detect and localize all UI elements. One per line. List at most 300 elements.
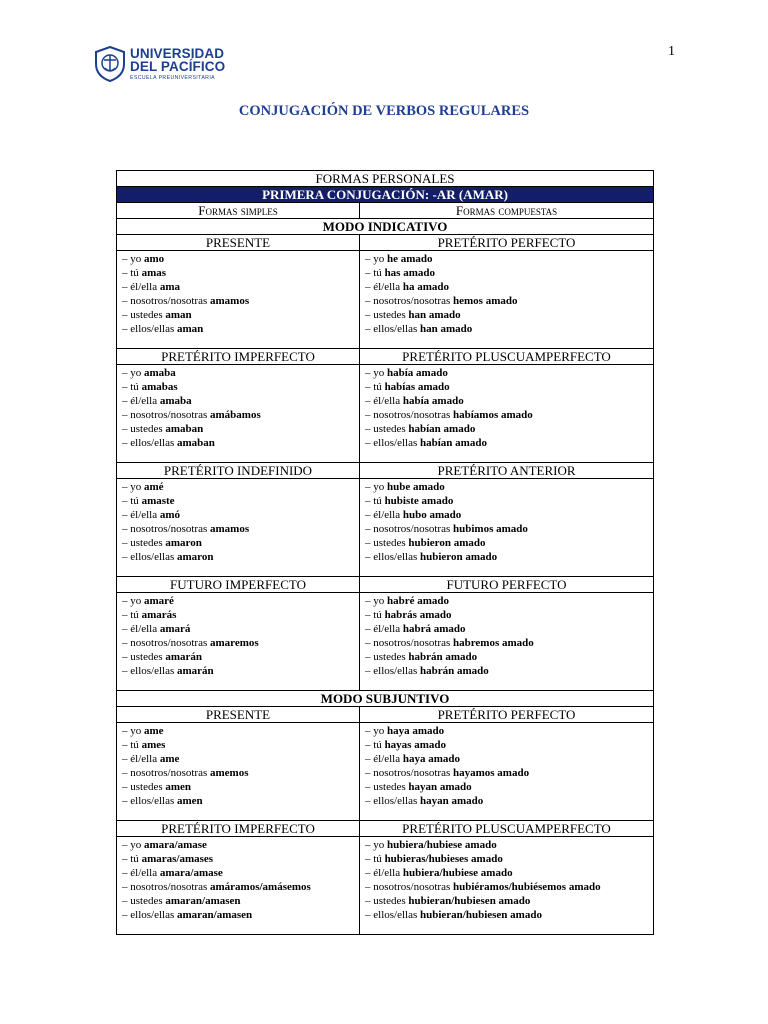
row-prefix: – — [365, 637, 374, 649]
conjugation-row — [365, 636, 648, 650]
conjugation-row — [122, 766, 354, 780]
verb-form: amarán — [177, 665, 214, 677]
pronoun: él/ella — [130, 623, 158, 635]
pronoun: ustedes — [373, 651, 406, 663]
row-prefix: – — [365, 509, 374, 521]
row-prefix: – — [365, 651, 374, 663]
row-prefix: – — [122, 781, 131, 793]
conjugation-row — [365, 366, 648, 380]
simple-forms-cell — [117, 723, 360, 821]
row-prefix: – — [365, 551, 374, 563]
row-prefix: – — [122, 609, 131, 621]
compound-forms-cell — [360, 593, 654, 691]
verb-form: hubieron amado — [420, 551, 498, 563]
pronoun: tú — [130, 381, 139, 393]
row-prefix: – — [122, 523, 131, 535]
compound-forms-cell — [360, 251, 654, 349]
verb-form: hubimos amado — [453, 523, 528, 535]
row-prefix: – — [122, 895, 131, 907]
verb-form: habíamos amado — [453, 409, 533, 421]
verb-form: habían amado — [408, 423, 476, 435]
row-prefix: – — [122, 495, 131, 507]
row-prefix: – — [122, 651, 131, 663]
pronoun: yo — [130, 367, 142, 379]
tense-name-simple: PRESENTE — [117, 707, 360, 723]
row-prefix: – — [122, 867, 131, 879]
pronoun: yo — [130, 253, 142, 265]
conjugation-row — [122, 252, 354, 266]
verb-form: había amado — [402, 395, 464, 407]
conjugation-row — [365, 622, 648, 636]
verb-form: amara/amase — [144, 839, 207, 851]
row-prefix: – — [365, 267, 374, 279]
pronoun: tú — [373, 267, 382, 279]
row-prefix: – — [122, 725, 131, 737]
row-prefix: – — [122, 551, 131, 563]
conjugation-row — [365, 394, 648, 408]
row-prefix: – — [122, 665, 131, 677]
row-prefix: – — [365, 423, 374, 435]
pronoun: tú — [373, 609, 382, 621]
verb-form: habrás amado — [384, 609, 452, 621]
verb-form: amaré — [144, 595, 174, 607]
compound-forms-cell — [360, 837, 654, 935]
pronoun: tú — [130, 495, 139, 507]
verb-form: habrán amado — [408, 651, 478, 663]
verb-form: habremos amado — [453, 637, 534, 649]
pronoun: ustedes — [130, 895, 163, 907]
verb-form: amarán — [165, 651, 203, 663]
verb-form: amaron — [177, 551, 214, 563]
conjugation-row — [365, 880, 648, 894]
compound-forms-cell — [360, 365, 654, 463]
verb-form: hubieran/hubiesen amado — [408, 895, 531, 907]
conjugation-row — [122, 724, 354, 738]
conjugation-row — [122, 780, 354, 794]
verb-form: amen — [165, 781, 192, 793]
pronoun: él/ella — [130, 395, 158, 407]
row-prefix: – — [365, 523, 374, 535]
pronoun: él/ella — [373, 867, 401, 879]
conjugation-row — [365, 522, 648, 536]
pronoun: él/ella — [130, 753, 158, 765]
conjugation-row — [365, 794, 648, 808]
pronoun: nosotros/nosotras — [130, 637, 208, 649]
row-prefix: – — [365, 839, 374, 851]
conjugation-row — [365, 780, 648, 794]
conjugation-row — [122, 852, 354, 866]
row-prefix: – — [365, 309, 374, 321]
verb-form: amaras/amases — [141, 853, 214, 865]
conjugation-row — [365, 536, 648, 550]
conjugation-row — [365, 752, 648, 766]
verb-form: haya amado — [402, 753, 461, 765]
conjugation-row — [122, 866, 354, 880]
conjugation-row — [122, 908, 354, 922]
pronoun: ellos/ellas — [373, 909, 418, 921]
row-prefix: – — [122, 409, 131, 421]
pronoun: ustedes — [130, 423, 163, 435]
row-prefix: – — [365, 753, 374, 765]
pronoun: ustedes — [130, 537, 163, 549]
verb-form: amen — [177, 795, 203, 807]
verb-form: hayan amado — [408, 781, 472, 793]
pronoun: ustedes — [130, 651, 163, 663]
conjugation-row — [122, 650, 354, 664]
conjugation-row — [365, 322, 648, 336]
verb-form: amo — [144, 253, 165, 265]
conjugation-banner: PRIMERA CONJUGACIÓN: -AR (AMAR) — [117, 187, 654, 203]
verb-form: amáramos/amásemos — [210, 881, 311, 893]
tense-name-compound: PRETÉRITO PERFECTO — [360, 235, 654, 251]
verb-form: amabas — [141, 381, 178, 393]
verb-form: habían amado — [420, 437, 487, 449]
conjugation-row — [122, 508, 354, 522]
pronoun: nosotros/nosotras — [130, 881, 208, 893]
row-prefix: – — [122, 909, 131, 921]
pronoun: ustedes — [373, 537, 406, 549]
verb-form: hayamos amado — [453, 767, 530, 779]
pronoun: yo — [373, 725, 385, 737]
row-prefix: – — [122, 481, 131, 493]
pronoun: ustedes — [373, 781, 406, 793]
verb-form: amarás — [141, 609, 177, 621]
pronoun: tú — [373, 381, 382, 393]
conjugation-row — [365, 252, 648, 266]
pronoun: ellos/ellas — [373, 551, 418, 563]
verb-form: ha amado — [402, 281, 450, 293]
row-prefix: – — [122, 753, 131, 765]
verb-form: ames — [141, 739, 166, 751]
row-prefix: – — [122, 423, 131, 435]
verb-form: han amado — [420, 323, 473, 335]
pronoun: nosotros/nosotras — [130, 767, 208, 779]
conjugation-row — [365, 766, 648, 780]
row-prefix: – — [365, 609, 374, 621]
conjugation-row — [365, 422, 648, 436]
pronoun: nosotros/nosotras — [373, 637, 451, 649]
row-prefix: – — [365, 725, 374, 737]
pronoun: nosotros/nosotras — [373, 295, 451, 307]
verb-form: amamos — [210, 523, 250, 535]
row-prefix: – — [122, 381, 131, 393]
conjugation-row — [122, 664, 354, 678]
pronoun: él/ella — [373, 509, 401, 521]
compound-forms-cell — [360, 479, 654, 577]
row-prefix: – — [122, 323, 131, 335]
verb-form: amábamos — [210, 409, 261, 421]
conjugation-row — [122, 480, 354, 494]
conjugation-row — [365, 380, 648, 394]
pronoun: ellos/ellas — [130, 323, 175, 335]
conjugation-row — [122, 408, 354, 422]
tense-name-compound: PRETÉRITO PLUSCUAMPERFECTO — [360, 821, 654, 837]
row-prefix: – — [122, 739, 131, 751]
pronoun: yo — [373, 253, 385, 265]
verb-form: amaran/amasen — [177, 909, 253, 921]
conjugation-row — [122, 594, 354, 608]
row-prefix: – — [122, 767, 131, 779]
row-prefix: – — [365, 437, 374, 449]
conjugation-row — [365, 266, 648, 280]
pronoun: ellos/ellas — [130, 909, 175, 921]
conjugation-row — [122, 394, 354, 408]
verb-form: amemos — [210, 767, 249, 779]
row-prefix: – — [365, 295, 374, 307]
conjugation-row — [122, 880, 354, 894]
mode-header: MODO INDICATIVO — [117, 219, 654, 235]
conjugation-row — [122, 608, 354, 622]
row-prefix: – — [122, 437, 131, 449]
conjugation-row — [365, 280, 648, 294]
conjugation-row — [122, 838, 354, 852]
verb-form: hubiera/hubiese amado — [402, 867, 513, 879]
pronoun: yo — [373, 481, 385, 493]
conjugation-row — [122, 550, 354, 564]
row-prefix: – — [365, 495, 374, 507]
university-seal-icon — [94, 46, 126, 82]
row-prefix: – — [365, 481, 374, 493]
row-prefix: – — [365, 623, 374, 635]
conjugation-row — [122, 794, 354, 808]
conjugation-row — [122, 894, 354, 908]
pronoun: él/ella — [130, 509, 158, 521]
row-prefix: – — [365, 253, 374, 265]
conjugation-row — [365, 852, 648, 866]
pronoun: ellos/ellas — [373, 437, 418, 449]
conjugation-row — [365, 294, 648, 308]
pronoun: nosotros/nosotras — [130, 409, 208, 421]
pronoun: tú — [130, 609, 139, 621]
pronoun: tú — [373, 853, 382, 865]
verb-form: amó — [159, 509, 181, 521]
row-prefix: – — [122, 795, 131, 807]
conjugation-row — [122, 636, 354, 650]
verb-form: amaban — [177, 437, 215, 449]
simple-forms-cell — [117, 479, 360, 577]
pronoun: él/ella — [130, 281, 158, 293]
verb-form: amé — [144, 481, 164, 493]
verb-form: aman — [177, 323, 204, 335]
verb-form: amaba — [144, 367, 176, 379]
verb-form: había amado — [387, 367, 448, 379]
conjugation-row — [365, 908, 648, 922]
verb-form: amas — [141, 267, 167, 279]
verb-form: amara/amase — [159, 867, 223, 879]
conjugation-row — [365, 594, 648, 608]
conjugation-row — [365, 724, 648, 738]
row-prefix: – — [122, 839, 131, 851]
pronoun: ellos/ellas — [373, 795, 418, 807]
conjugation-row — [122, 536, 354, 550]
verb-form: hayas amado — [384, 739, 446, 751]
conjugation-row — [365, 650, 648, 664]
conjugation-row — [122, 622, 354, 636]
column-header-compound: Formas compuestas — [360, 203, 654, 219]
pronoun: ustedes — [373, 423, 406, 435]
conjugation-row — [365, 508, 648, 522]
row-prefix: – — [365, 853, 374, 865]
row-prefix: – — [365, 867, 374, 879]
row-prefix: – — [122, 367, 131, 379]
pronoun: nosotros/nosotras — [373, 523, 451, 535]
row-prefix: – — [365, 281, 374, 293]
row-prefix: – — [365, 409, 374, 421]
pronoun: ellos/ellas — [130, 795, 175, 807]
conjugation-row — [365, 894, 648, 908]
conjugation-table — [116, 170, 654, 935]
simple-forms-cell — [117, 251, 360, 349]
pronoun: ustedes — [373, 309, 406, 321]
pronoun: yo — [373, 367, 385, 379]
tense-name-simple: FUTURO IMPERFECTO — [117, 577, 360, 593]
pronoun: ellos/ellas — [130, 551, 175, 563]
verb-form: amará — [159, 623, 191, 635]
verb-form: habrá amado — [402, 623, 466, 635]
pronoun: ustedes — [373, 895, 406, 907]
row-prefix: – — [122, 623, 131, 635]
verb-form: ama — [159, 281, 181, 293]
simple-forms-cell — [117, 365, 360, 463]
pronoun: tú — [373, 495, 382, 507]
logo-line-3: ESCUELA PREUNIVERSITARIA — [130, 74, 216, 81]
table-header: FORMAS PERSONALES — [117, 171, 654, 187]
pronoun: ustedes — [130, 781, 163, 793]
pronoun: él/ella — [373, 623, 401, 635]
row-prefix: – — [365, 323, 374, 335]
verb-form: habías amado — [384, 381, 450, 393]
conjugation-row — [365, 480, 648, 494]
pronoun: él/ella — [373, 753, 401, 765]
row-prefix: – — [365, 781, 374, 793]
conjugation-row — [365, 550, 648, 564]
verb-form: amaremos — [210, 637, 259, 649]
row-prefix: – — [122, 309, 131, 321]
pronoun: nosotros/nosotras — [130, 523, 208, 535]
pronoun: yo — [130, 725, 142, 737]
row-prefix: – — [122, 537, 131, 549]
verb-form: hubieras/hubieses amado — [384, 853, 503, 865]
verb-form: aman — [165, 309, 192, 321]
simple-forms-cell — [117, 837, 360, 935]
verb-form: amaron — [165, 537, 202, 549]
pronoun: yo — [130, 839, 142, 851]
conjugation-row — [365, 308, 648, 322]
tense-name-simple: PRETÉRITO IMPERFECTO — [117, 349, 360, 365]
row-prefix: – — [122, 637, 131, 649]
verb-form: habré amado — [387, 595, 450, 607]
mode-header: MODO SUBJUNTIVO — [117, 691, 654, 707]
verb-form: hubiste amado — [384, 495, 454, 507]
verb-form: amaban — [165, 423, 204, 435]
tense-name-simple: PRESENTE — [117, 235, 360, 251]
tense-name-compound: PRETÉRITO ANTERIOR — [360, 463, 654, 479]
pronoun: él/ella — [373, 281, 401, 293]
tense-name-compound: PRETÉRITO PLUSCUAMPERFECTO — [360, 349, 654, 365]
row-prefix: – — [365, 909, 374, 921]
row-prefix: – — [122, 509, 131, 521]
verb-form: hemos amado — [453, 295, 518, 307]
verb-form: habrán amado — [420, 665, 489, 677]
verb-form: hubieran/hubiesen amado — [420, 909, 542, 921]
simple-forms-cell — [117, 593, 360, 691]
verb-form: amaste — [141, 495, 175, 507]
row-prefix: – — [122, 881, 131, 893]
university-logo — [94, 46, 225, 82]
pronoun: yo — [373, 839, 385, 851]
row-prefix: – — [122, 281, 131, 293]
conjugation-row — [122, 522, 354, 536]
verb-form: he amado — [387, 253, 433, 265]
row-prefix: – — [365, 795, 374, 807]
conjugation-row — [122, 322, 354, 336]
compound-forms-cell — [360, 723, 654, 821]
conjugation-row — [365, 738, 648, 752]
row-prefix: – — [365, 537, 374, 549]
conjugation-row — [122, 366, 354, 380]
conjugation-row — [122, 752, 354, 766]
conjugation-row — [365, 838, 648, 852]
pronoun: ustedes — [130, 309, 163, 321]
conjugation-row — [122, 308, 354, 322]
tense-name-simple: PRETÉRITO IMPERFECTO — [117, 821, 360, 837]
conjugation-row — [365, 494, 648, 508]
conjugation-row — [365, 608, 648, 622]
pronoun: nosotros/nosotras — [373, 881, 451, 893]
row-prefix: – — [122, 295, 131, 307]
row-prefix: – — [365, 595, 374, 607]
pronoun: ellos/ellas — [373, 665, 418, 677]
pronoun: ellos/ellas — [130, 665, 175, 677]
row-prefix: – — [122, 253, 131, 265]
pronoun: ellos/ellas — [130, 437, 175, 449]
conjugation-row — [122, 494, 354, 508]
verb-form: hubo amado — [402, 509, 462, 521]
page-number: 1 — [668, 44, 675, 59]
conjugation-row — [122, 380, 354, 394]
verb-form: amamos — [210, 295, 250, 307]
verb-form: hubiera/hubiese amado — [387, 839, 497, 851]
verb-form: amaba — [159, 395, 192, 407]
conjugation-row — [122, 422, 354, 436]
pronoun: él/ella — [373, 395, 401, 407]
tense-name-compound: FUTURO PERFECTO — [360, 577, 654, 593]
row-prefix: – — [365, 367, 374, 379]
row-prefix: – — [122, 267, 131, 279]
pronoun: yo — [130, 481, 142, 493]
conjugation-row — [365, 436, 648, 450]
verb-form: han amado — [408, 309, 461, 321]
verb-form: hube amado — [387, 481, 445, 493]
row-prefix: – — [365, 739, 374, 751]
pronoun: tú — [130, 267, 139, 279]
pronoun: yo — [130, 595, 142, 607]
verb-form: ame — [159, 753, 180, 765]
verb-form: hubiéramos/hubiésemos amado — [453, 881, 601, 893]
logo-line-1: UNIVERSIDAD — [130, 45, 225, 61]
logo-line-2: DEL PACÍFICO — [130, 59, 226, 75]
row-prefix: – — [365, 767, 374, 779]
tense-name-compound: PRETÉRITO PERFECTO — [360, 707, 654, 723]
pronoun: nosotros/nosotras — [373, 767, 451, 779]
conjugation-row — [122, 436, 354, 450]
row-prefix: – — [122, 395, 131, 407]
pronoun: tú — [130, 853, 139, 865]
conjugation-row — [122, 280, 354, 294]
row-prefix: – — [365, 895, 374, 907]
verb-form: amaran/amasen — [165, 895, 241, 907]
tense-name-simple: PRETÉRITO INDEFINIDO — [117, 463, 360, 479]
